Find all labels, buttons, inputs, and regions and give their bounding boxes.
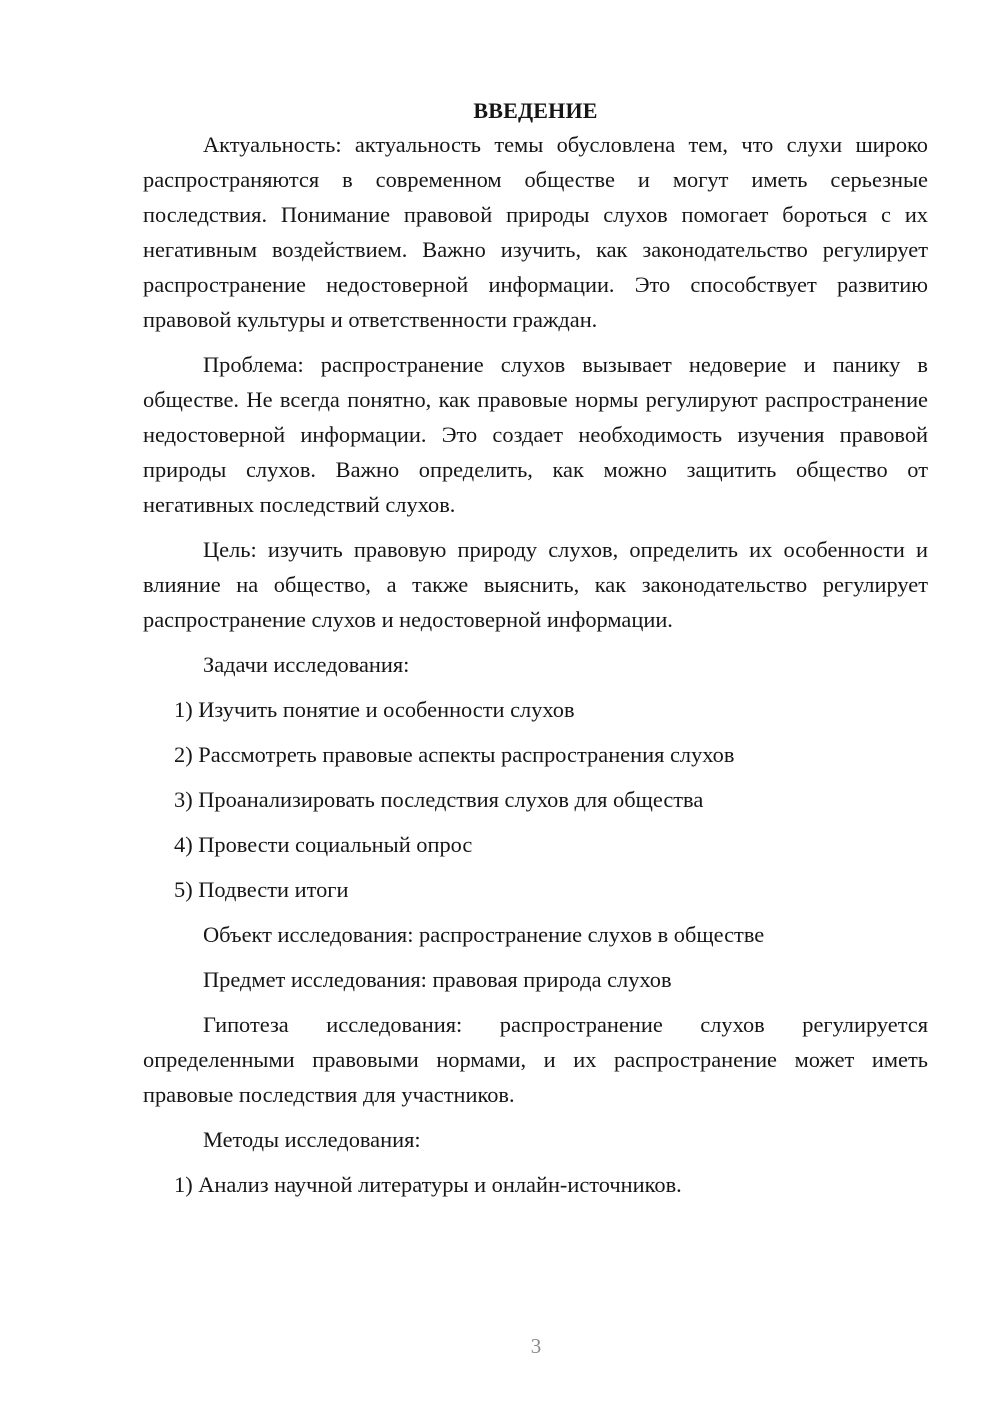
method-item: 1) Анализ научной литературы и онлайн-источников. — [174, 1172, 682, 1197]
methods-label: Методы исследования: — [203, 1127, 421, 1152]
hypothesis-paragraph: Гипотеза исследования: распространение слухов регулируется определенными правовыми нормами, и их распространение может иметь правовые последствия для участников. — [143, 1012, 928, 1107]
task-item: 5) Подвести итоги — [174, 877, 349, 902]
document-body — [143, 93, 928, 1212]
section-heading: ВВЕДЕНИЕ — [473, 98, 598, 123]
methods-list — [143, 1167, 928, 1202]
goal-paragraph: Цель: изучить правовую природу слухов, определить их особенности и влияние на общество, а также выяснить, как законодательство регулирует распространение слухов и недостоверной информации. — [143, 537, 928, 632]
object-paragraph: Объект исследования: распространение слухов в обществе — [203, 922, 765, 947]
task-item: 4) Провести социальный опрос — [174, 832, 473, 857]
tasks-list — [143, 692, 928, 907]
relevance-paragraph: Актуальность: актуальность темы обусловлена тем, что слухи широко распространяются в современном обществе и могут иметь серьезные последствия. Понимание правовой природы слухов помогает бороться с их негативным воздействием. Важно изучить, как законодательство регулирует распространение недостоверной информации. Это способствует развитию правовой культуры и ответственности граждан. — [143, 132, 928, 332]
task-item: 1) Изучить понятие и особенности слухов — [174, 697, 575, 722]
problem-paragraph: Проблема: распространение слухов вызывает недоверие и панику в обществе. Не всегда понятно, как правовые нормы регулируют распространение недостоверной информации. Это создает необходимость изучения правовой природы слухов. Важно определить, как можно защитить общество от негативных последствий слухов. — [143, 352, 928, 517]
task-item: 2) Рассмотреть правовые аспекты распространения слухов — [174, 742, 735, 767]
tasks-label: Задачи исследования: — [203, 652, 410, 677]
subject-paragraph: Предмет исследования: правовая природа слухов — [203, 967, 672, 992]
task-item: 3) Проанализировать последствия слухов для общества — [174, 787, 704, 812]
page-number: 3 — [530, 1334, 542, 1358]
